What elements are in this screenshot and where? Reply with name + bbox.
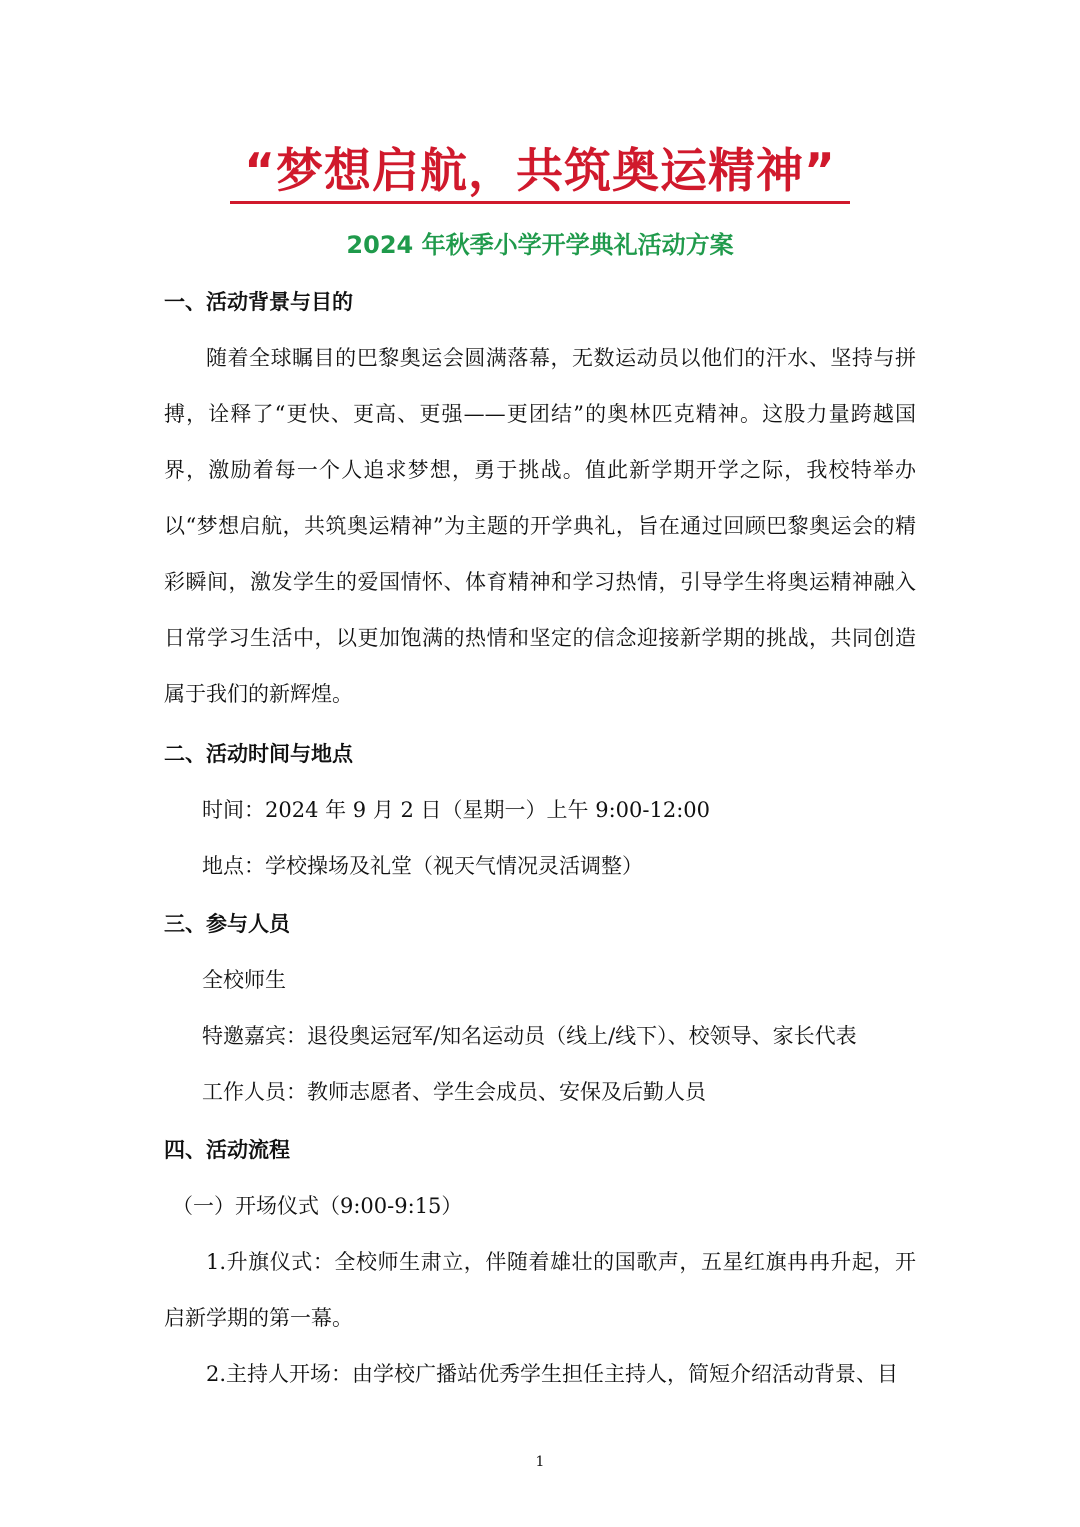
subsection-heading: （一）开场仪式（9:00-9:15）: [172, 1194, 463, 1218]
section-heading: 一、活动背景与目的: [164, 290, 353, 314]
section-background: [164, 274, 916, 722]
participants-line: 全校师生: [202, 968, 286, 992]
document-title-text: “梦想启航，共筑奥运精神”: [230, 144, 850, 204]
place-line: 地点：学校操场及礼堂（视天气情况灵活调整）: [202, 854, 643, 878]
section-heading: 三、参与人员: [164, 912, 290, 936]
staff-line: 工作人员：教师志愿者、学生会成员、安保及后勤人员: [202, 1080, 706, 1104]
process-item: 2.主持人开场：由学校广播站优秀学生担任主持人，简短介绍活动背景、目: [206, 1362, 899, 1386]
document-title: [0, 142, 1080, 202]
background-paragraph: 随着全球瞩目的巴黎奥运会圆满落幕，无数运动员以他们的汗水、坚持与拼搏，诠释了“更快、更高、更强——更团结”的奥林匹克精神。这股力量跨越国界，激励着每一个人追求梦想，勇于挑战。值此新学期开学之际，我校特举办以“梦想启航，共筑奥运精神”为主题的开学典礼，旨在通过回顾巴黎奥运会的精彩瞬间，激发学生的爱国情怀、体育精神和学习热情，引导学生将奥运精神融入日常学习生活中，以更加饱满的热情和坚定的信念迎接新学期的挑战，共同创造属于我们的新辉煌。: [164, 346, 916, 706]
section-participants: [164, 896, 916, 1120]
page-number: 1: [535, 1454, 545, 1470]
guests-line: 特邀嘉宾：退役奥运冠军/知名运动员（线上/线下）、校领导、家长代表: [202, 1024, 857, 1048]
document-subtitle: 2024 年秋季小学开学典礼活动方案: [346, 231, 734, 259]
process-item: 1.升旗仪式：全校师生肃立，伴随着雄壮的国歌声，五星红旗冉冉升起，开启新学期的第一幕。: [164, 1250, 916, 1330]
section-heading: 二、活动时间与地点: [164, 742, 353, 766]
time-line: 时间：2024 年 9 月 2 日（星期一）上午 9:00-12:00: [202, 798, 710, 822]
section-heading: 四、活动流程: [164, 1138, 290, 1162]
section-time-place: [164, 726, 916, 894]
section-process: [164, 1122, 916, 1402]
